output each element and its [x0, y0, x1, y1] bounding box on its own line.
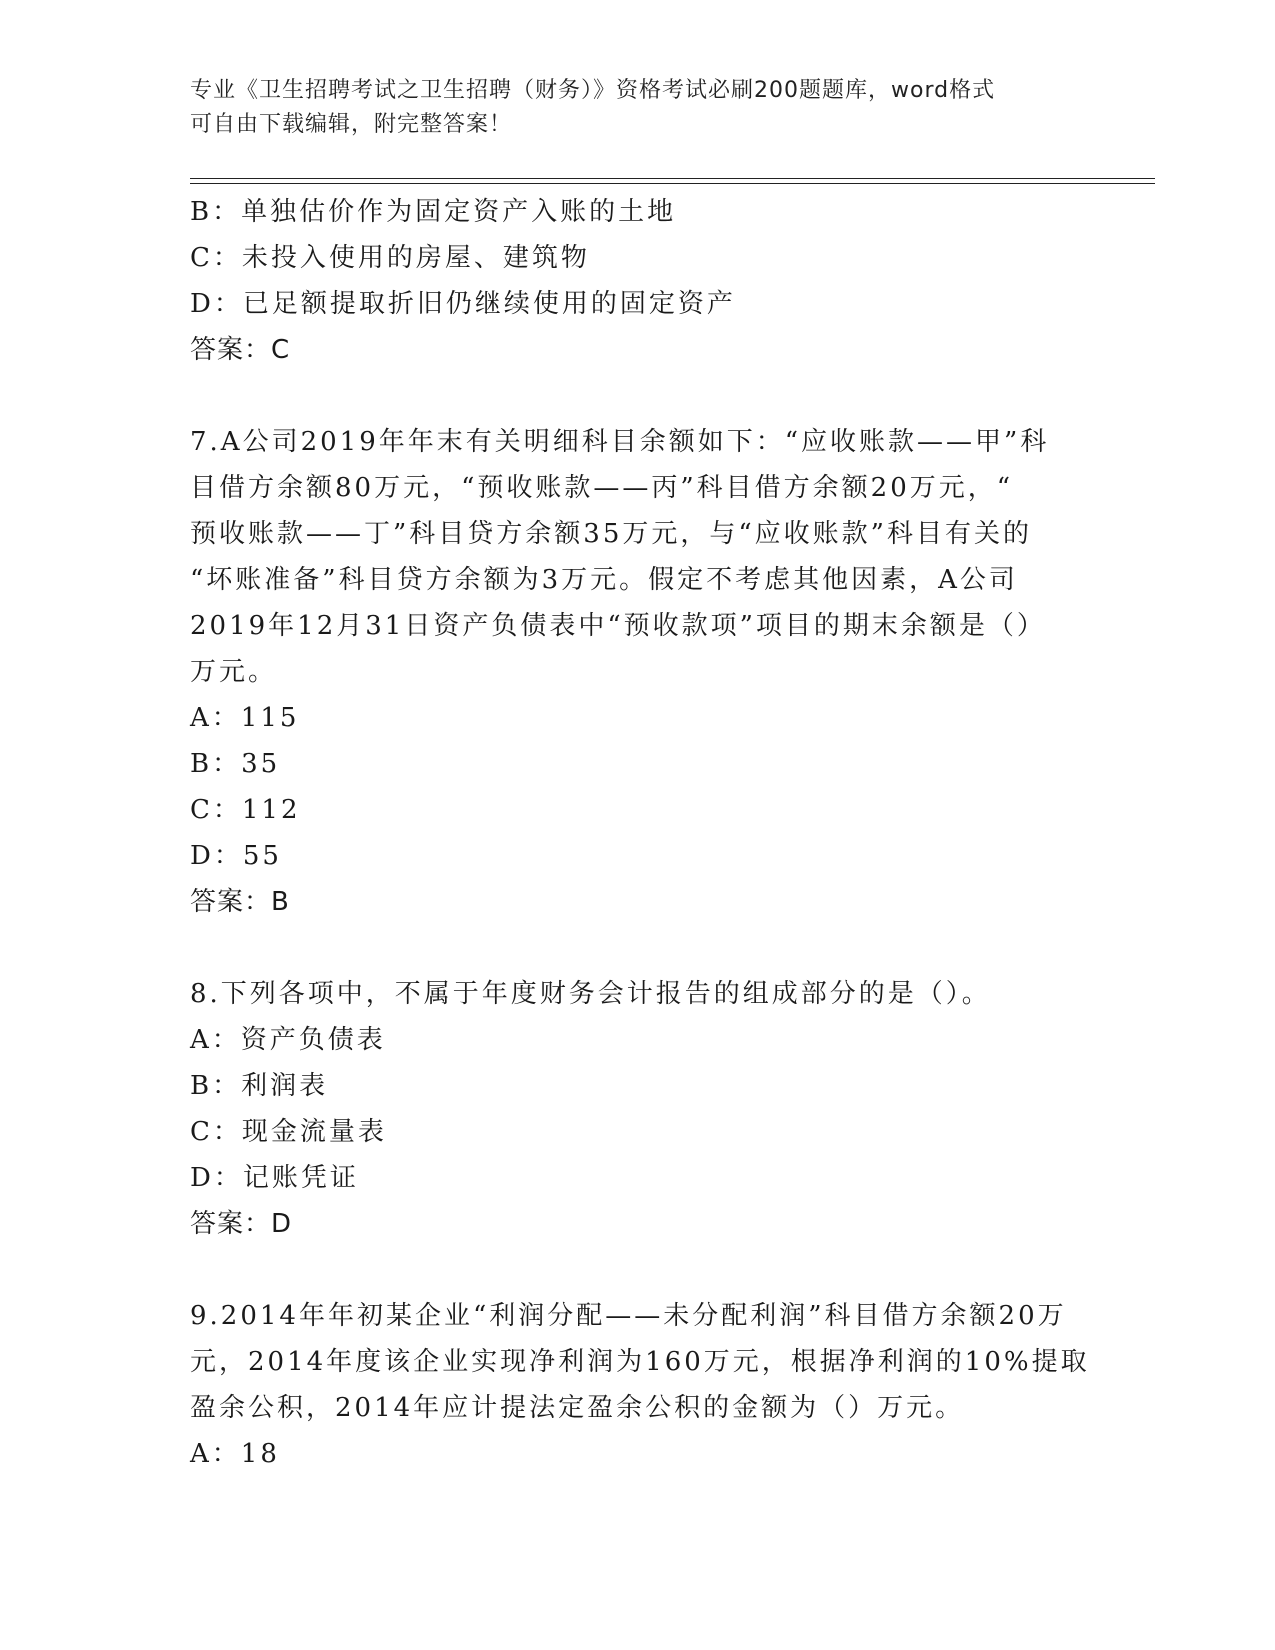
option-d: D：55: [190, 841, 282, 871]
answer-line: 答案：C: [190, 335, 291, 365]
answer-line: 答案：D: [190, 1209, 293, 1239]
option-d: D：记账凭证: [190, 1163, 359, 1193]
question-line: 目借方余额80万元，“预收账款——丙”科目借方余额20万元，“: [190, 473, 1014, 503]
question-9: [190, 1293, 1090, 1477]
option-a: A：115: [190, 703, 300, 733]
question-text: [190, 419, 1090, 695]
option-d: D：已足额提取折旧仍继续使用的固定资产: [190, 289, 736, 319]
question-line: 万元。: [190, 657, 278, 687]
answer-line: 答案：B: [190, 887, 290, 917]
question-line: 8.下列各项中，不属于年度财务会计报告的组成部分的是（）。: [190, 979, 991, 1009]
question-text: [190, 1293, 1090, 1431]
question-line: 9.2014年年初某企业“利润分配——未分配利润”科目借方余额20万: [190, 1301, 1067, 1331]
question-line: 元，2014年度该企业实现净利润为160万元，根据净利润的10%提取: [190, 1347, 1090, 1377]
question-line: 7.A公司2019年年末有关明细科目余额如下：“应收账款——甲”科: [190, 427, 1050, 457]
header-rule-bottom: [190, 183, 1155, 184]
question-line: 预收账款——丁”科目贷方余额35万元，与“应收账款”科目有关的: [190, 519, 1032, 549]
question-8: [190, 971, 1090, 1247]
option-b: B：35: [190, 749, 281, 779]
question-text: [190, 971, 1090, 1017]
option-b: B：单独估价作为固定资产入账的土地: [190, 197, 677, 227]
question-line: 2019年12月31日资产负债表中“预收款项”项目的期末余额是（）: [190, 611, 1046, 641]
header-line-1: 专业《卫生招聘考试之卫生招聘（财务）》资格考试必刷200题题库，word格式: [190, 78, 996, 103]
question-7: [190, 419, 1090, 925]
question-list: [190, 189, 1090, 1477]
option-c: C：未投入使用的房屋、建筑物: [190, 243, 590, 273]
question-6: [190, 189, 1090, 373]
option-c: C：现金流量表: [190, 1117, 387, 1147]
option-a: A：18: [190, 1439, 280, 1469]
option-a: A：资产负债表: [190, 1025, 386, 1055]
question-line: “坏账准备”科目贷方余额为3万元。假定不考虑其他因素，A公司: [190, 565, 1018, 595]
header-line-2: 可自由下载编辑，附完整答案！: [190, 112, 513, 137]
document-header: [190, 74, 1090, 142]
option-b: B：利润表: [190, 1071, 329, 1101]
header-rule-top: [190, 178, 1155, 179]
question-line: 盈余公积，2014年应计提法定盈余公积的金额为（）万元。: [190, 1393, 965, 1423]
option-c: C：112: [190, 795, 301, 825]
